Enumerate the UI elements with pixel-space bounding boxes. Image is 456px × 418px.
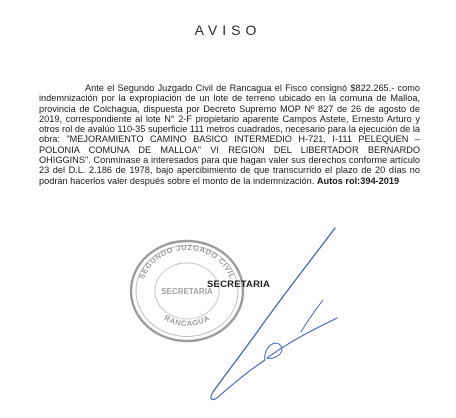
stamp-middle-text: SECRETARIA (161, 287, 213, 296)
case-reference: Autos rol:394-2019 (316, 175, 400, 186)
stamp-top-text: SEGUNDO JUZGADO CIVIL (137, 242, 237, 281)
notice-body-text: Ante el Segundo Juzgado Civil de Rancagua el Fisco consignó $822.265.- como indemnización por la expropiación de un lote de terreno ubicado en la comuna de Malloa, provincia de Colchagua, dispuesta por Decreto Supremo MOP Nº 827 de 26 de agosto de 2019, correspondiente al lote N° 2-F propietario aparente Campos Astete, Ernesto Arturo y otros rol de avalúo 110-35 superficie 111 metros cuadrados, necesario para la ejecución de la obra: "MEJORAMIENTO CAMINO BASICO INTERMEDIO H-721, I-111 PELEQUEN – POLONIA COMUNA DE MALLOA" VI REGION DEL LIBERTADOR BERNARDO OHIGGINS". Conmínase a interesados para que hagan valer sus derechos conforme artículo 23 del D.L. 2.186 de 1978, bajo apercibimiento de que transcurrido el plazo de 20 días no podrán hacerlos valer después sobre el monto de la indemnización. (39, 83, 420, 186)
notice-title: AVISO (194, 22, 262, 38)
notice-body (39, 83, 420, 186)
handwritten-signature (205, 220, 365, 405)
stamp-bottom-text: RANCAGUA (162, 313, 212, 329)
signature-title: SECRETARIA (207, 279, 271, 290)
